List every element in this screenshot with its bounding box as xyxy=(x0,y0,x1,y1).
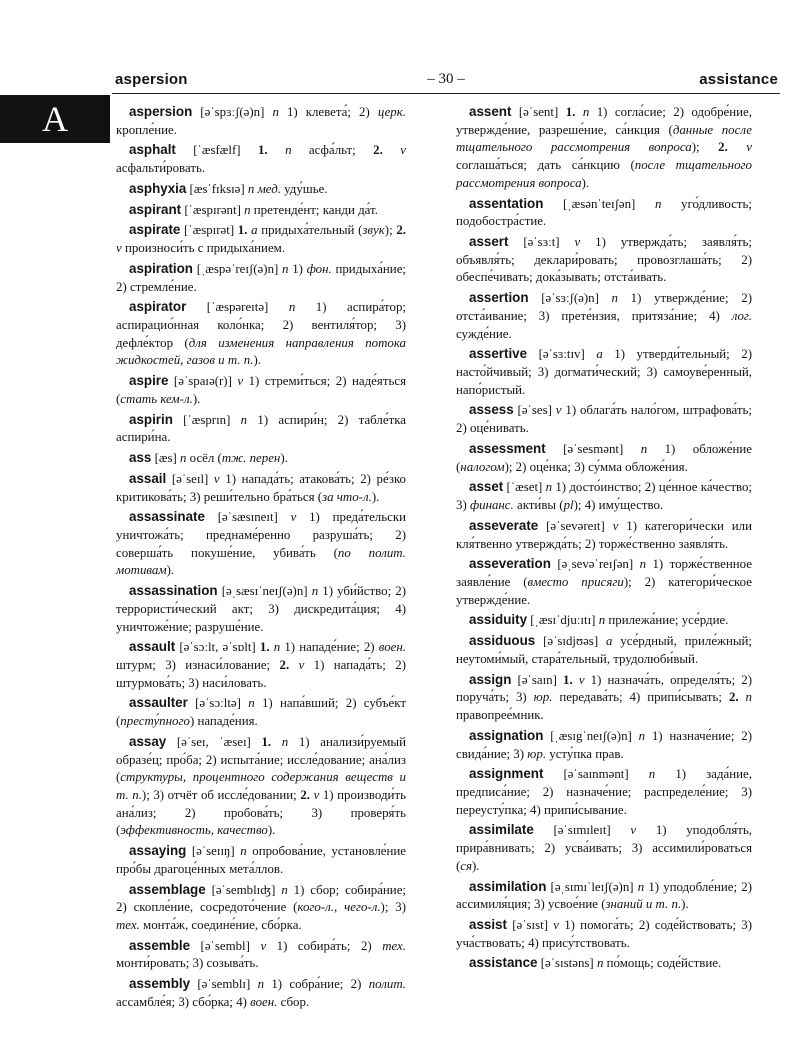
headword: assemble xyxy=(129,937,191,953)
definition-text: 1) обложе́ние ( xyxy=(456,441,752,474)
headword: assault xyxy=(129,639,176,655)
dictionary-entry xyxy=(456,233,752,287)
headword: aspirin xyxy=(129,411,173,427)
definition-text: ); 3) отчёт об иссле́довании; xyxy=(141,788,301,803)
italic-gloss: v xyxy=(630,823,637,838)
definition-text: [æsˈfɪksɪə] xyxy=(186,181,248,196)
italic-gloss: n xyxy=(282,261,289,276)
headword: assignment xyxy=(469,766,544,782)
headword: assassinate xyxy=(129,509,205,525)
dictionary-entry xyxy=(456,765,752,819)
definition-text: 1) собра́ние; 2) xyxy=(264,977,369,992)
italic-gloss: структуры, процентного содержания веществ и т. п. xyxy=(116,770,406,803)
italic-gloss: данные после тщательного рассмотрения вопроса xyxy=(456,122,752,155)
italic-gloss: n xyxy=(745,690,752,705)
dictionary-entry xyxy=(116,470,406,506)
dictionary-entry xyxy=(456,345,752,399)
italic-gloss: v xyxy=(298,658,305,672)
definition-text: 1) анализи́руемый образе́ц; про́ба; 2) испыта́ние; иссле́дование; ана́лиз ( xyxy=(116,734,406,785)
page-header xyxy=(112,71,780,94)
definition-text: 1) досто́инство; 2) це́нное ка́чество; 3) xyxy=(456,480,752,513)
italic-gloss: n xyxy=(281,734,289,749)
definition-text: [əˌsɪmɪˈleɪʃ(ə)n] xyxy=(546,879,638,894)
headword: assaying xyxy=(129,843,187,859)
letter-tab: A xyxy=(0,95,110,143)
italic-gloss: v xyxy=(400,143,406,158)
definition-text: асфа́льт; xyxy=(291,143,374,158)
definition-text: произноси́ть с придыха́нием. xyxy=(121,241,286,256)
definition-text: придыха́тельный ( xyxy=(257,223,363,238)
sense-marker: 2. xyxy=(396,223,406,238)
italic-gloss: воен. xyxy=(378,640,406,655)
italic-gloss: n xyxy=(611,291,618,306)
headword: ass xyxy=(129,450,152,466)
dictionary-entry xyxy=(116,508,406,580)
definition-text: [ˌæsənˈteɪʃən] xyxy=(543,196,655,211)
dictionary-entry xyxy=(116,733,406,840)
headword: aspersion xyxy=(129,104,193,119)
definition-text: штурм; 3) изнаси́лование; xyxy=(116,658,280,672)
definition-text: 1) нападе́ние; 2) xyxy=(280,640,379,655)
definition-text xyxy=(289,658,298,672)
italic-gloss: n xyxy=(240,412,248,427)
definition-text: придыха́ние; 2) стремле́ние. xyxy=(116,261,407,294)
definition-text: [əˈsembl] xyxy=(190,938,261,953)
definition-text: [ˌæsɪgˈneɪʃ(ə)n] xyxy=(543,728,639,743)
definition-text: ). xyxy=(253,353,261,368)
running-head-left: aspersion xyxy=(115,71,188,88)
definition-text: 1) помога́ть; 2) соде́йствовать; 3) уча́ствовать; 4) прису́тствовать. xyxy=(456,918,752,950)
italic-gloss: n xyxy=(648,767,656,782)
dictionary-entry xyxy=(116,694,406,730)
definition-text: ). xyxy=(681,897,689,912)
definition-text: по́мощь; соде́йствие. xyxy=(603,956,722,971)
italic-gloss: a xyxy=(596,347,603,362)
sense-marker: 2. xyxy=(728,690,739,705)
definition-text: соглаша́ться; дать са́нкцию ( xyxy=(456,158,635,173)
dictionary-entry xyxy=(116,103,406,139)
headword: aspirant xyxy=(129,201,182,217)
definition-text: ). xyxy=(371,489,380,504)
headword: assimilation xyxy=(469,878,547,894)
italic-gloss: кого-л., чего-л. xyxy=(297,900,381,915)
definition-text: [əˈspaɪə(r)] xyxy=(168,374,238,389)
headword: assembly xyxy=(129,976,191,992)
dictionary-entry xyxy=(116,411,406,447)
dictionary-entry xyxy=(116,449,406,468)
definition-text: [əˈspɜːʃ(ə)n] xyxy=(192,105,273,119)
italic-gloss: n мед. xyxy=(247,181,281,196)
definition-text: [əˈseɪl] xyxy=(166,471,214,486)
definition-text: 1) уподобле́ние; 2) ассимиля́ция; 3) усвое́ние ( xyxy=(456,879,752,912)
definition-text xyxy=(383,143,400,157)
italic-gloss: налогом xyxy=(460,459,505,474)
definition-text: ) нападе́ния. xyxy=(189,714,258,729)
dictionary-entry xyxy=(116,201,406,220)
italic-gloss: эффективность, качество xyxy=(120,823,268,838)
italic-gloss: воен. xyxy=(250,994,278,1009)
definition-text: 1) напа́вший; 2) субъе́кт ( xyxy=(116,696,406,729)
definition-text: [əˈsɔːltə] xyxy=(187,696,249,711)
definition-text: [əˈsɪdjʊəs] xyxy=(535,634,606,649)
dictionary-entry xyxy=(456,821,752,875)
definition-text: ); 3) xyxy=(380,900,406,915)
definition-text: [ˈæsprɪn] xyxy=(172,412,241,427)
definition-text: [əˈsæsɪneɪt] xyxy=(204,510,291,525)
definition-text: монта́ж, соедине́ние, сбо́рка. xyxy=(139,918,302,933)
definition-text: [ˈæsfælf] xyxy=(175,143,258,158)
dictionary-entry xyxy=(456,878,752,914)
italic-gloss: n xyxy=(638,728,646,743)
italic-gloss: тех. xyxy=(382,938,406,953)
definition-text: [əˈseɪɪŋ] xyxy=(186,844,241,859)
dictionary-entry xyxy=(456,478,752,514)
italic-gloss: по полит. мотивам xyxy=(116,545,406,578)
sense-marker: 2. xyxy=(718,140,728,155)
definition-text: 1) категори́чески или кля́твенно утвержда́ть; 2) торже́ственно заявля́ть. xyxy=(456,518,752,551)
definition-text: [əˈsaɪnmənt] xyxy=(543,767,649,782)
italic-gloss: v xyxy=(578,672,585,687)
sense-marker: 1. xyxy=(237,223,248,238)
italic-gloss: a xyxy=(251,223,258,238)
headword: assimilate xyxy=(469,822,534,838)
dictionary-entry xyxy=(456,555,752,609)
definition-text xyxy=(575,105,582,119)
italic-gloss: тех. xyxy=(116,918,140,933)
headword: asseveration xyxy=(469,556,551,572)
definition-text: ). xyxy=(280,451,288,466)
headword: assignation xyxy=(469,727,544,743)
definition-text: 1) облага́ть нало́гом, штрафова́ть; 2) оце́нивать. xyxy=(456,403,752,436)
dictionary-entry xyxy=(456,440,752,476)
italic-gloss: pl xyxy=(563,498,574,513)
sense-marker: 1. xyxy=(565,105,576,119)
sense-marker: 2. xyxy=(300,788,310,803)
definition-text: [ˈæspɪrət] xyxy=(180,223,238,238)
italic-gloss: n xyxy=(273,640,281,655)
definition-text: ); 4) иму́щество. xyxy=(573,498,664,513)
headword: assent xyxy=(469,104,512,119)
italic-gloss: n xyxy=(637,879,645,894)
headword: assertive xyxy=(469,346,528,362)
definition-text: [əˈsɜːt] xyxy=(508,235,575,250)
italic-gloss: v xyxy=(555,403,562,418)
definition-text xyxy=(268,143,285,157)
italic-gloss: n xyxy=(582,105,590,119)
definition-text: правопрее́мник. xyxy=(456,708,544,723)
italic-gloss: n xyxy=(240,844,247,859)
italic-gloss: n xyxy=(639,557,647,572)
dictionary-entry xyxy=(116,638,406,692)
dictionary-entry xyxy=(456,611,752,630)
dictionary-entry xyxy=(456,401,752,437)
definition-text: [ˌæsɪˈdjuːɪtɪ] xyxy=(527,613,599,628)
headword: aspirator xyxy=(129,299,187,315)
definition-text: ); 2) категори́ческое утвержде́ние. xyxy=(456,575,752,607)
column-left xyxy=(116,103,406,1014)
definition-text: 1) зада́ние, предписа́ние; 2) назначе́ние; распределе́ние; 3) переусту́пка; 4) припи́сывание. xyxy=(456,767,752,817)
dictionary-entry xyxy=(456,671,752,725)
dictionary-entry xyxy=(456,289,752,343)
italic-gloss: финанс. xyxy=(469,498,514,513)
headword: asseverate xyxy=(469,517,539,533)
dictionary-entry xyxy=(116,180,406,199)
definition-text: ). xyxy=(166,563,175,578)
italic-gloss: n xyxy=(311,584,319,599)
headword: aspire xyxy=(129,373,169,389)
sense-marker: 1. xyxy=(261,734,272,749)
headword: assiduity xyxy=(469,612,528,628)
italic-gloss: v xyxy=(746,140,752,155)
definition-text: монти́ровать; 3) созыва́ть. xyxy=(116,956,259,971)
definition-text: [əˈsevəreɪt] xyxy=(538,518,613,533)
definition-text: 1) xyxy=(288,261,307,276)
definition-text xyxy=(739,690,746,704)
definition-text: 1) утверди́тельный; 2) насто́йчивый; 3) догмати́ческий; 3) самоуве́ренный, напо́ристый. xyxy=(456,347,752,397)
italic-gloss: v xyxy=(116,241,122,256)
italic-gloss: n xyxy=(596,956,604,971)
italic-gloss: знаний и т. п. xyxy=(605,897,682,912)
italic-gloss: ся xyxy=(460,858,473,873)
definition-text: 1) торже́ственное заявле́ние ( xyxy=(456,557,752,589)
italic-gloss: после тщательного рассмотрения вопроса xyxy=(456,158,752,190)
definition-text: 1) назначе́ние; 2) свида́ние; 3) xyxy=(456,728,752,761)
sense-marker: 1. xyxy=(259,640,270,655)
definition-text: [əˈsent] xyxy=(511,105,566,119)
dictionary-entry xyxy=(116,141,406,177)
definition-text: [əˈseɪ, ˈæseɪ] xyxy=(166,734,262,749)
definition-text: 1) утвержда́ть; заявля́ть; объявля́ть; деклари́ровать; провозглаша́ть; 2) обеспе́чивать; дока́зывать; отста́ивать. xyxy=(456,235,752,285)
headword: assaulter xyxy=(129,695,188,711)
italic-gloss: n xyxy=(180,451,187,466)
dictionary-entry xyxy=(456,517,752,553)
headword: assessment xyxy=(469,440,546,456)
definition-text: [əˈses] xyxy=(513,403,556,418)
dictionary-entry xyxy=(456,632,752,668)
definition-text: претенде́нт; канди да́т. xyxy=(250,202,378,217)
definition-text: [əˌsevəˈreɪʃən] xyxy=(550,557,640,572)
definition-text: 1) сбор; собира́ние; 2) скопле́ние, сосредото́чение ( xyxy=(116,882,406,915)
definition-text: [əˌsæsɪˈneɪʃ(ə)n] xyxy=(217,584,312,599)
definition-text: передава́ть; 4) припи́сывать; xyxy=(552,690,729,705)
dictionary-entry xyxy=(116,298,406,370)
headword: asphalt xyxy=(129,142,176,158)
dictionary-entry xyxy=(456,727,752,763)
italic-gloss: v xyxy=(553,918,559,933)
definition-text: [əˈsɪst] xyxy=(506,918,554,933)
definition-text: [əˈsemblɪ] xyxy=(190,977,258,992)
dictionary-entry xyxy=(116,881,406,935)
definition-text: 1) стреми́ться; 2) наде́яться ( xyxy=(116,374,406,406)
definition-text: 1) согла́сие; 2) одобре́ние, утвержде́ние, разреше́ние, са́нкция ( xyxy=(456,105,752,137)
italic-gloss: n xyxy=(654,196,662,211)
definition-text: акти́вы ( xyxy=(513,498,564,513)
italic-gloss: звук xyxy=(362,223,385,238)
definition-text: 1) уподобля́ть, прира́внивать; 2) усва́ивать; 3) ассимили́роваться ( xyxy=(456,823,752,873)
definition-text: 1) клевета́; 2) xyxy=(278,105,378,119)
definition-text: [əˈsaɪn] xyxy=(511,672,564,687)
page-number: – 30 – xyxy=(427,71,465,87)
headword: assert xyxy=(469,234,509,250)
dictionary-entry xyxy=(116,975,406,1011)
definition-text: [əˈsesmənt] xyxy=(545,441,641,456)
headword: assign xyxy=(469,671,512,687)
definition-text: 1) аспири́н; 2) табле́тка аспири́на. xyxy=(116,412,406,445)
dictionary-entry xyxy=(116,582,406,636)
definition-text: 1) напада́ть; атакова́ть; 2) ре́зко критикова́ть; 3) реши́тельно бра́ться ( xyxy=(116,471,406,504)
definition-text: ассамбле́я; 3) сбо́рка; 4) xyxy=(116,994,251,1009)
dictionary-entry xyxy=(116,372,406,408)
headword: assertion xyxy=(469,290,529,306)
italic-gloss: n xyxy=(545,480,553,495)
dictionary-entry xyxy=(456,916,752,952)
italic-gloss: вместо присяги xyxy=(527,575,624,589)
definition-text: опробова́ние, установле́ние про́бы драгоце́нных мета́ллов. xyxy=(116,844,406,876)
definition-text: 1) напада́ть; 2) штурмова́ть; 3) наси́ловать. xyxy=(116,658,406,690)
headword: assess xyxy=(469,402,514,418)
definition-text: ). xyxy=(472,858,480,873)
definition-text: усе́рдный, приле́жный; неутоми́мый, стара́тельный, трудолюби́вый. xyxy=(456,634,752,666)
italic-gloss: n xyxy=(257,977,265,992)
sense-marker: 2. xyxy=(373,143,383,158)
italic-gloss: n xyxy=(598,613,606,628)
headword: assassination xyxy=(129,583,218,599)
headword: aspirate xyxy=(129,222,181,238)
italic-gloss: n xyxy=(640,441,648,456)
definition-text: [æs] xyxy=(151,451,180,466)
italic-gloss: v xyxy=(260,938,267,953)
italic-gloss: церк. xyxy=(377,105,406,119)
italic-gloss: n xyxy=(244,202,251,217)
definition-text: уго́дливость; подобостра́стие. xyxy=(456,196,752,229)
definition-text: [əˈsɔːlt, əˈsɒlt] xyxy=(175,640,260,655)
italic-gloss: v xyxy=(290,510,297,525)
definition-text xyxy=(271,735,282,749)
headword: assemblage xyxy=(129,881,206,897)
headword: assiduous xyxy=(469,633,536,649)
italic-gloss: n xyxy=(248,696,255,711)
definition-text: 1) преда́тельски уничтожа́ть; преднаме́ренно разруша́ть; 2) соверша́ть покуше́ние, убива́ть ( xyxy=(116,510,406,560)
italic-gloss: фон. xyxy=(306,261,332,276)
definition-text: кропле́ние. xyxy=(116,122,177,137)
definition-text: ). xyxy=(192,391,201,406)
dictionary-entry xyxy=(116,842,406,878)
definition-text: сужде́ние. xyxy=(456,326,512,341)
definition-text: [ˈæspəreɪtə] xyxy=(186,300,289,315)
definition-text: прилежа́ние; усе́рдие. xyxy=(605,613,729,628)
definition-text: [ˌæspəˈreɪʃ(ə)n] xyxy=(193,261,283,276)
sense-marker: 1. xyxy=(563,672,573,687)
italic-gloss: тж. перен xyxy=(221,451,281,466)
headword: assail xyxy=(129,470,167,486)
definition-text: ). xyxy=(581,175,590,190)
italic-gloss: n xyxy=(281,882,288,897)
definition-text: [ˈæset] xyxy=(503,480,546,495)
column-right xyxy=(456,103,752,975)
sense-marker: 1. xyxy=(257,143,268,158)
definition-text: ). xyxy=(267,823,276,838)
headword: aspiration xyxy=(129,260,193,276)
definition-text: 1) утвержде́ние; 2) отста́ивание; 3) прете́нзия, притяза́ние; 4) xyxy=(456,291,752,323)
headword: assay xyxy=(129,733,167,749)
italic-gloss: v xyxy=(313,788,320,803)
italic-gloss: стать кем-л. xyxy=(120,391,193,406)
headword: asset xyxy=(469,479,504,495)
italic-gloss: v xyxy=(213,471,220,486)
definition-text: ); xyxy=(691,140,719,155)
dictionary-entry xyxy=(116,937,406,973)
definition-text: усту́пка прав. xyxy=(546,746,624,761)
definition-text: [əˈsɜːtɪv] xyxy=(527,347,597,362)
dictionary-entry xyxy=(456,103,752,193)
italic-gloss: v xyxy=(612,518,619,533)
sense-marker: 2. xyxy=(279,658,290,672)
dictionary-entry xyxy=(116,260,406,296)
definition-text: ); xyxy=(384,223,397,238)
headword: asphyxia xyxy=(129,180,187,196)
italic-gloss: престу́пного xyxy=(120,714,190,729)
definition-text: [əˈsɪstəns] xyxy=(537,956,597,971)
running-head-right: assistance xyxy=(699,71,778,88)
italic-gloss: v xyxy=(237,374,244,389)
headword: assist xyxy=(469,917,507,933)
definition-text: 1) собира́ть; 2) xyxy=(266,938,383,953)
definition-text: [əˈsɜːʃ(ə)n] xyxy=(528,291,612,306)
definition-text: 1) производи́ть ана́лиз; 2) пробова́ть; 3) проверя́ть ( xyxy=(116,788,406,838)
definition-text: [ˈæspɪrənt] xyxy=(181,202,245,217)
italic-gloss: для изменения направления потока жидкостей, газов и т. п. xyxy=(116,335,407,368)
definition-text: 1) аспира́тор; аспирацио́нная коло́нка; 2) вентиля́тор; 3) дефле́ктор ( xyxy=(116,300,406,350)
dictionary-entry xyxy=(116,221,406,257)
italic-gloss: за что-л. xyxy=(322,489,372,504)
italic-gloss: v xyxy=(574,235,581,250)
italic-gloss: a xyxy=(605,634,613,649)
definition-text: [əˈsɪmɪleɪt] xyxy=(533,823,631,838)
definition-text: 1) назнача́ть, определя́ть; 2) поруча́ть; 3) xyxy=(456,672,752,705)
dictionary-entry xyxy=(456,954,752,973)
definition-text: асфальти́ровать. xyxy=(116,161,206,176)
definition-text: уду́шье. xyxy=(280,181,328,196)
italic-gloss: n xyxy=(272,105,279,119)
definition-text xyxy=(728,140,747,154)
italic-gloss: полит. xyxy=(368,977,407,992)
italic-gloss: юр. xyxy=(527,746,547,761)
italic-gloss: n xyxy=(288,300,296,315)
definition-text: [əˈsemblɪʤ] xyxy=(205,882,282,897)
headword: assistance xyxy=(469,955,538,971)
italic-gloss: юр. xyxy=(533,690,553,705)
definition-text: сбор. xyxy=(277,994,310,1009)
definition-text: 1) уби́йство; 2) террористи́ческий акт; 3) дискредита́ция; 4) уничтоже́ние; разруше́ние. xyxy=(116,584,407,634)
headword: assentation xyxy=(469,195,544,211)
italic-gloss: лог. xyxy=(731,308,752,323)
italic-gloss: n xyxy=(285,143,292,158)
definition-text: ); 2) оце́нка; 3) су́мма обложе́ния. xyxy=(504,459,688,474)
definition-text: осёл ( xyxy=(186,451,222,466)
dictionary-entry xyxy=(456,195,752,231)
